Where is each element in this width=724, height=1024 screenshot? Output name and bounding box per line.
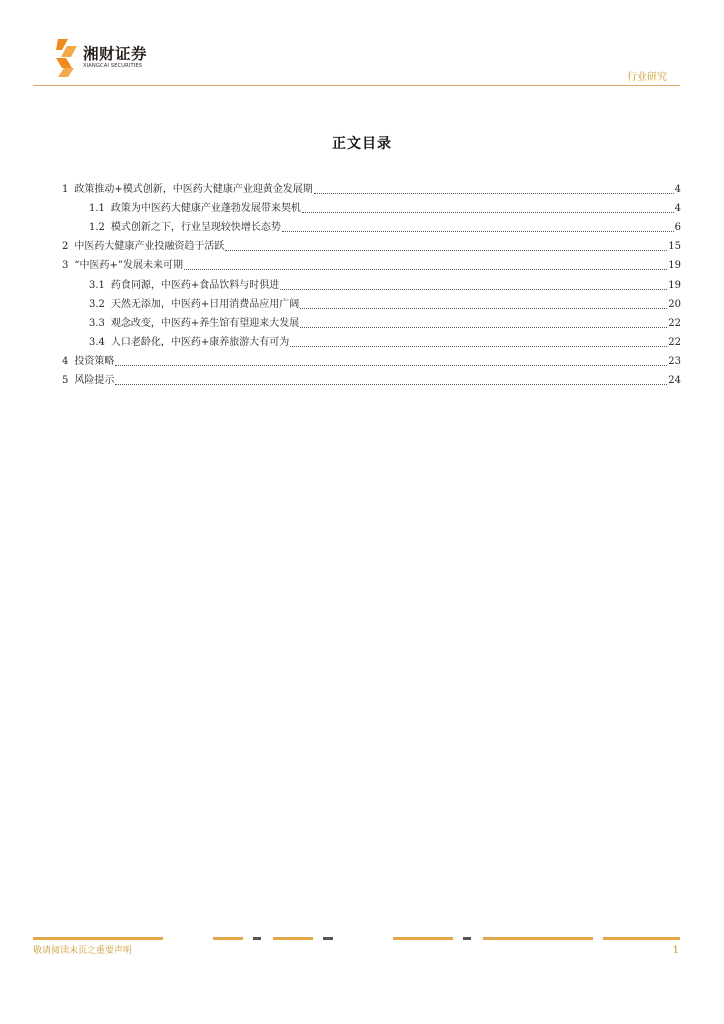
- toc-entry-title: 政策为中医药大健康产业蓬勃发展带来契机: [110, 203, 301, 215]
- toc-entry-number: 3: [62, 260, 69, 272]
- toc-entry-title: 观念改变，中医药+养生馆有望迎来大发展: [110, 317, 300, 329]
- logo-english-name: XIANGCAI SECURITIES: [83, 63, 143, 69]
- toc-leader-dots: [300, 298, 667, 309]
- toc-entry[interactable]: [62, 259, 681, 273]
- toc-leader-dots: [280, 279, 667, 290]
- toc-entry-page: 20: [668, 298, 681, 310]
- company-logo: [53, 38, 163, 78]
- toc-entry-number: 5: [62, 375, 69, 386]
- toc-entry-number: 4: [62, 355, 69, 367]
- logo-chinese-name: 湘财证券: [83, 45, 148, 63]
- toc-entry-number: 3.1: [89, 279, 105, 291]
- toc-entry-page: 22: [668, 336, 681, 348]
- toc-entry[interactable]: [89, 221, 681, 235]
- toc-entry[interactable]: [89, 202, 681, 216]
- toc-entry-title: 药食同源，中医药+食品饮料与时俱进: [110, 279, 280, 291]
- toc-entry[interactable]: [89, 298, 681, 312]
- toc-entry-page: 23: [668, 355, 681, 367]
- toc-leader-dots: [300, 317, 667, 328]
- toc-leader-dots: [115, 355, 667, 366]
- toc-entry-page: 15: [668, 241, 681, 253]
- toc-entry[interactable]: [89, 336, 681, 350]
- toc-entry-page: 4: [674, 203, 681, 215]
- toc-entry-page: 6: [674, 222, 681, 234]
- toc-entry-title: 中医药大健康产业投融资趋于活跃: [74, 241, 225, 253]
- toc-entry[interactable]: [62, 374, 681, 388]
- footer-disclaimer-note: 敬请阅读末页之重要声明: [33, 946, 133, 956]
- toc-leader-dots: [225, 240, 667, 251]
- toc-entry[interactable]: [89, 279, 681, 293]
- toc-entry-title: 风险提示: [74, 375, 115, 386]
- page-number: 1: [672, 945, 679, 956]
- toc-entry-number: 1: [62, 184, 69, 195]
- toc-entry-page: 19: [668, 260, 681, 272]
- toc-leader-dots: [115, 374, 667, 385]
- toc-leader-dots: [282, 221, 674, 232]
- toc-entry-title: 投资策略: [74, 355, 115, 367]
- toc-entry-number: 1.2: [89, 222, 105, 234]
- toc-leader-dots: [290, 336, 667, 347]
- toc-entry[interactable]: [62, 355, 681, 369]
- header-divider: [33, 85, 680, 86]
- footer-decorative-bar: [33, 937, 680, 940]
- toc-entry-title: 人口老龄化，中医药+康养旅游大有可为: [110, 336, 290, 348]
- toc-entry-page: 22: [668, 317, 681, 329]
- toc-entry-title: 政策推动+模式创新，中医药大健康产业迎黄金发展期: [74, 184, 313, 195]
- toc-entry[interactable]: [62, 240, 681, 254]
- toc-entry-number: 3.2: [89, 298, 105, 310]
- toc-entry[interactable]: [62, 183, 681, 197]
- toc-entry-number: 3.3: [89, 317, 105, 329]
- toc-title: 正文目录: [332, 136, 392, 152]
- toc-entry-title: “中医药+”发展未来可期: [74, 260, 183, 272]
- toc-entry-page: 24: [668, 375, 681, 386]
- toc-entry-title: 模式创新之下，行业呈现较快增长态势: [110, 222, 281, 234]
- toc-entry-number: 2: [62, 241, 69, 253]
- toc-leader-dots: [314, 183, 674, 194]
- toc-leader-dots: [302, 202, 674, 213]
- section-label: 行业研究: [627, 72, 667, 83]
- toc-entry-page: 19: [668, 279, 681, 291]
- logo-mark-icon: [53, 38, 81, 78]
- toc-entry-number: 3.4: [89, 336, 105, 348]
- toc-entry-title: 天然无添加，中医药+日用消费品应用广阔: [110, 298, 300, 310]
- toc-entry-number: 1.1: [89, 203, 105, 215]
- toc-leader-dots: [184, 259, 667, 270]
- toc-entry-page: 4: [674, 184, 681, 195]
- toc-entry[interactable]: [89, 317, 681, 331]
